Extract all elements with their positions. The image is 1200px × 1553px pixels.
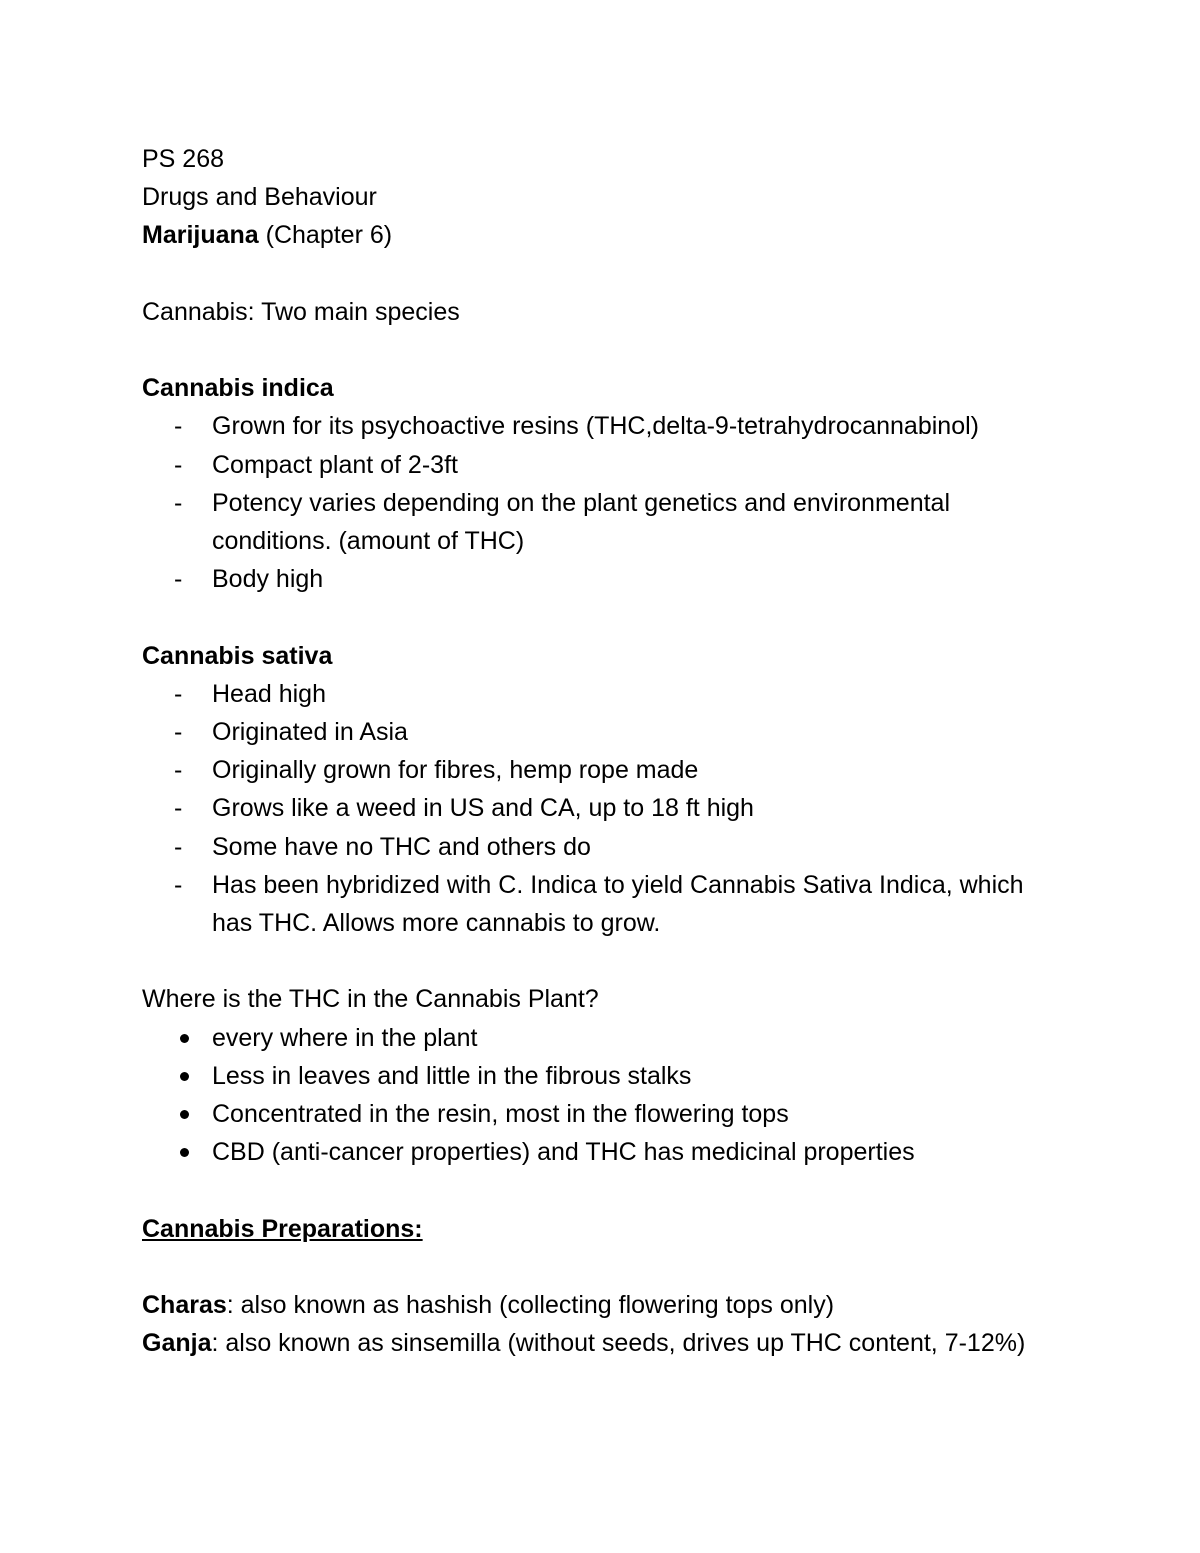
bullet-icon [180, 1072, 189, 1081]
list-item-text: every where in the plant [212, 1023, 478, 1052]
dash-marker: - [174, 870, 183, 899]
thc-list [142, 1019, 1042, 1172]
course-code: PS 268 [142, 145, 225, 173]
sativa-list [142, 675, 1042, 942]
spacer [142, 1171, 1042, 1209]
dash-marker: - [174, 450, 183, 479]
list-item [142, 789, 1042, 827]
list-item-text: Compact plant of 2-3ft [212, 450, 458, 479]
ganja-term: Ganja [142, 1329, 212, 1358]
intro-text: Cannabis: Two main species [142, 297, 460, 326]
thc-question: Where is the THC in the Cannabis Plant? [142, 985, 599, 1014]
list-item [142, 407, 1042, 445]
indica-list [142, 407, 1042, 598]
list-item-text: Head high [212, 679, 326, 708]
course-title: Drugs and Behaviour [142, 183, 377, 212]
bullet-icon [180, 1148, 189, 1157]
topic-line [142, 216, 1042, 254]
list-item-text: Has been hybridized with C. Indica to yield Cannabis Sativa Indica, which has THC. Allows more cannabis to grow. [212, 870, 1024, 938]
topic-rest: (Chapter 6) [258, 221, 393, 250]
bullet-icon [180, 1110, 189, 1119]
list-item [142, 1057, 1042, 1095]
list-item-text: Body high [212, 565, 324, 594]
spacer [142, 331, 1042, 369]
list-item-text: Less in leaves and little in the fibrous stalks [212, 1061, 692, 1090]
list-item [142, 866, 1052, 942]
preparations-heading: Cannabis Preparations: [142, 1214, 423, 1243]
list-item-text: Originally grown for fibres, hemp rope made [212, 756, 699, 785]
dash-marker: - [174, 412, 183, 441]
list-item-text: Originated in Asia [212, 718, 408, 746]
dash-marker: - [174, 794, 183, 823]
spacer [142, 255, 1042, 293]
ganja-definition [142, 1324, 1027, 1362]
sativa-heading: Cannabis sativa [142, 641, 333, 670]
charas-term: Charas [142, 1291, 227, 1319]
list-item [142, 560, 1042, 598]
dash-marker: - [174, 679, 183, 708]
list-item [142, 828, 1042, 866]
charas-definition [142, 1286, 1042, 1324]
list-item [142, 713, 1042, 751]
list-item [142, 446, 1042, 484]
list-item [142, 1133, 1042, 1171]
indica-heading: Cannabis indica [142, 374, 334, 403]
dash-marker: - [174, 718, 183, 746]
spacer [142, 598, 1042, 636]
dash-marker: - [174, 565, 183, 594]
list-item [142, 751, 1042, 789]
spacer [142, 1248, 1042, 1286]
list-item-text: CBD (anti-cancer properties) and THC has medicinal properties [212, 1138, 915, 1167]
list-item-text: Concentrated in the resin, most in the flowering tops [212, 1100, 789, 1129]
list-item-text: Some have no THC and others do [212, 832, 591, 861]
list-item-text: Potency varies depending on the plant genetics and environmental conditions. (amount of THC) [212, 488, 951, 555]
list-item-text: Grown for its psychoactive resins (THC,delta-9-tetrahydrocannabinol) [212, 412, 979, 441]
dash-marker: - [174, 756, 183, 785]
document-page [142, 140, 1042, 1362]
list-item [142, 1019, 1042, 1057]
charas-text: : also known as hashish (collecting flowering tops only) [226, 1291, 835, 1319]
list-item [142, 1095, 1042, 1133]
spacer [142, 942, 1042, 980]
list-item [142, 675, 1042, 713]
list-item [142, 484, 1052, 560]
ganja-text: : also known as sinsemilla (without seeds, drives up THC content, 7-12%) [211, 1329, 1026, 1358]
topic-bold: Marijuana [142, 221, 259, 250]
dash-marker: - [174, 488, 183, 517]
bullet-icon [180, 1034, 189, 1043]
list-item-text: Grows like a weed in US and CA, up to 18 ft high [212, 794, 754, 823]
dash-marker: - [174, 832, 183, 861]
